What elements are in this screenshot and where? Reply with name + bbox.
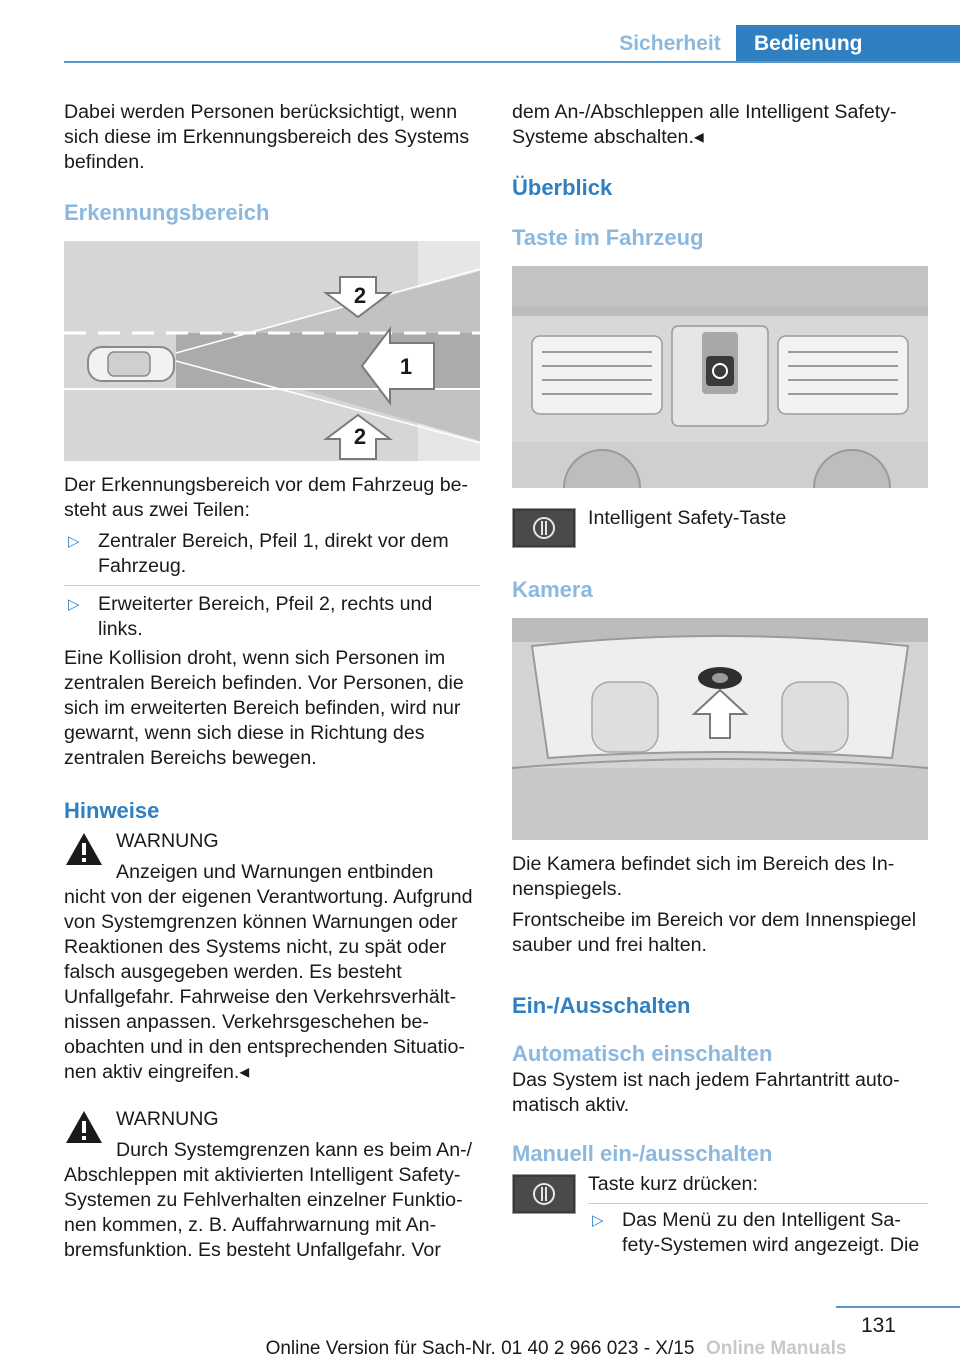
left-column (64, 100, 480, 1263)
tab-sicherheit[interactable]: Sicherheit (619, 32, 721, 55)
list-item (64, 529, 480, 579)
heading-ueberblick: Überblick (512, 175, 613, 200)
camera-location-photo (512, 618, 928, 840)
bullet-text: Das Menü zu den Intelligent Safety-Systemen wird angezeigt. Die (622, 1209, 920, 1256)
warning-title: WARNUNG (116, 1108, 219, 1130)
footer-version-text: Online Version für Sach-Nr. 01 40 2 966 023 - X/15 (265, 1338, 695, 1359)
watermark-text: Online Manuals (706, 1338, 847, 1359)
continuation-paragraph: dem An-/Abschleppen alle Intelligent Safety-Systeme abschalten.◂ (512, 101, 897, 148)
auto-paragraph: Das System ist nach jedem Fahrtantritt automatisch aktiv. (512, 1069, 900, 1116)
bullet-divider (64, 585, 480, 586)
intelligent-safety-button-icon (512, 1174, 576, 1214)
warning-text: nicht von der eigenen Verantwortung. Aufgrund von Systemgrenzen können Warnungen oder Reaktionen des Systems nicht, zu spät oder falsch ausgegeben werden. Es besteht Unfallgefahr. Fahrweise den Verkehrsverhältnissen anpassen. Verkehrsgeschehen beobachten und in den entsprechenden Situationen aktiv eingreifen.◂ (64, 886, 473, 1083)
heading-ein-ausschalten: Ein-/Ausschalten (512, 993, 691, 1018)
manual-key-row (512, 1172, 928, 1258)
right-column (512, 100, 928, 1258)
dashboard-button-photo (512, 266, 928, 488)
heading-taste-im-fahrzeug: Taste im Fahrzeug (512, 225, 704, 250)
intelligent-safety-button-icon (512, 508, 576, 548)
tab-bedienung[interactable]: Bedienung (736, 25, 960, 63)
intro-paragraph: Dabei werden Personen berücksichtigt, wenn sich diese im Erkennungsbereich des Systems befinden. (64, 101, 470, 173)
manual-instruction: Taste kurz drücken: (588, 1173, 758, 1195)
heading-hinweise: Hinweise (64, 798, 160, 823)
bullet-divider (588, 1203, 928, 1204)
list-item (588, 1208, 928, 1258)
collision-paragraph: Eine Kollision droht, wenn sich Personen im zentralen Bereich befinden. Vor Personen, die sich im erweiterten Bereich befinden, wird nur gewarnt, wenn sich diese in Richtung des zentralen Bereichs bewegen. (64, 647, 464, 769)
warning-block-1 (64, 829, 480, 1085)
camera-paragraph-1: Die Kamera befindet sich im Bereich des Innenspiegels. (512, 853, 895, 900)
car-icon (88, 347, 174, 381)
warning-block-2 (64, 1107, 480, 1263)
heading-manuell: Manuell ein-/ausschalten (512, 1141, 773, 1166)
heading-erkennungsbereich: Erkennungsbereich (64, 200, 270, 225)
warning-triangle-icon (64, 831, 104, 867)
detection-area-figure (64, 241, 480, 461)
figure-label-center: 1 (399, 354, 413, 379)
figure-label-top: 2 (353, 283, 367, 308)
footer-rule (836, 1306, 960, 1308)
camera-paragraph-2: Frontscheibe im Bereich vor dem Innenspiegel sauber und frei halten. (512, 909, 917, 956)
warning-title: WARNUNG (116, 830, 219, 852)
bullet-text: Erweiterter Bereich, Pfeil 2, rechts und links. (98, 593, 433, 640)
warning-triangle-icon (64, 1109, 104, 1145)
bullet-triangle-icon: ▷ (68, 596, 80, 613)
heading-automatisch-einschalten: Automatisch einschalten (512, 1041, 773, 1066)
header-rule (64, 61, 960, 63)
page-number: 131 (860, 1314, 896, 1337)
warning-text-first-line: Durch Systemgrenzen kann es beim An-/ (116, 1139, 473, 1161)
safety-key-label: Intelligent Safety-Taste (588, 507, 787, 529)
list-item (64, 592, 480, 642)
figure-label-bottom: 2 (353, 424, 367, 449)
bullet-triangle-icon: ▷ (592, 1212, 604, 1229)
bullet-triangle-icon: ▷ (68, 533, 80, 550)
warning-text-first-line: Anzeigen und Warnungen entbinden (116, 861, 434, 883)
detection-description: Der Erkennungsbereich vor dem Fahrzeug besteht aus zwei Teilen: (64, 474, 469, 521)
heading-kamera: Kamera (512, 577, 593, 602)
safety-key-legend (512, 506, 928, 550)
warning-text: Abschleppen mit aktivierten Intelligent Safety-Systemen zu Fehlverhalten einzelner Funktionen kommen, z. B. Auffahrwarnung mit Anbremsfunktion. Es besteht Unfallgefahr. Vor (64, 1164, 463, 1261)
bullet-text: Zentraler Bereich, Pfeil 1, direkt vor dem Fahrzeug. (98, 530, 449, 577)
